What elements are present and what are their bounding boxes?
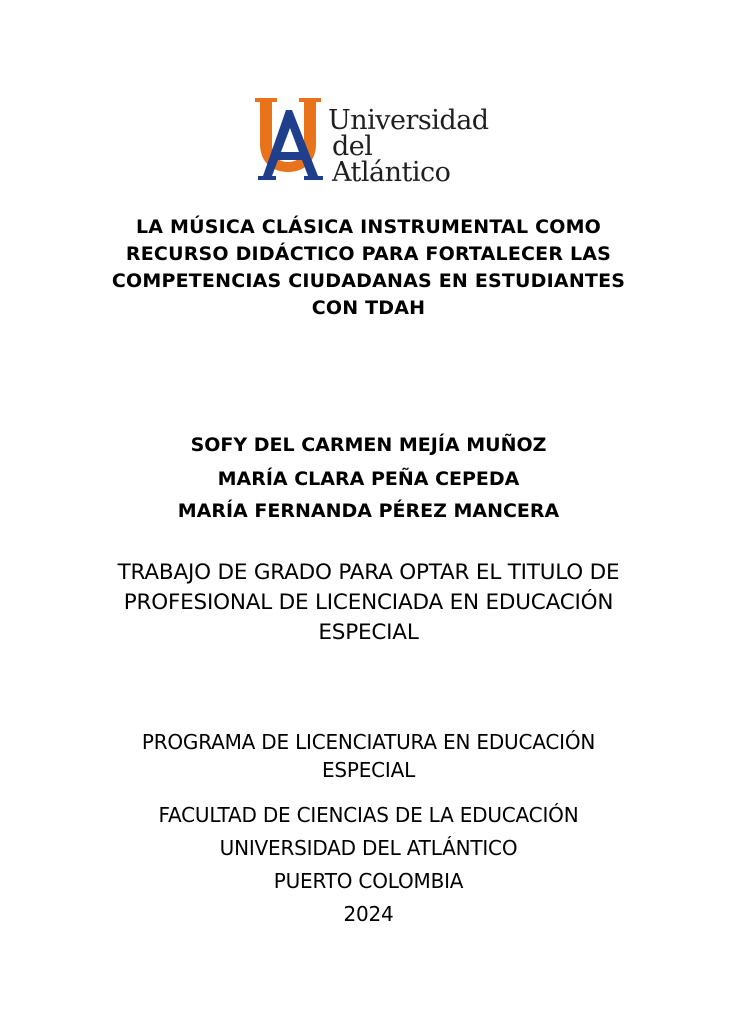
city-name: PUERTO COLOMBIA xyxy=(273,869,464,893)
degree-line: PROFESIONAL DE LICENCIADA EN EDUCACIÓN xyxy=(123,590,614,615)
degree-statement xyxy=(70,558,667,648)
title-line: LA MÚSICA CLÁSICA INSTRUMENTAL COMO xyxy=(135,216,602,238)
program-name xyxy=(90,728,647,784)
title-line: RECURSO DIDÁCTICO PARA FORTALECER LAS xyxy=(125,243,612,265)
thesis-title xyxy=(90,214,647,322)
degree-line: ESPECIAL xyxy=(318,620,419,645)
university-logo xyxy=(252,96,489,188)
program-line: PROGRAMA DE LICENCIATURA EN EDUCACIÓN xyxy=(141,730,596,754)
title-line: CON TDAH xyxy=(311,297,426,319)
authors-block xyxy=(90,429,647,527)
author-name: MARÍA FERNANDA PÉREZ MANCERA xyxy=(177,500,560,522)
title-line: COMPETENCIAS CIUDADANAS EN ESTUDIANTES xyxy=(111,270,626,292)
year: 2024 xyxy=(343,902,394,926)
logo-wordmark xyxy=(328,105,489,188)
author-name: SOFY DEL CARMEN MEJÍA MUÑOZ xyxy=(190,434,547,456)
degree-line: TRABAJO DE GRADO PARA OPTAR EL TITULO DE xyxy=(117,560,620,585)
faculty-name: FACULTAD DE CIENCIAS DE LA EDUCACIÓN xyxy=(158,803,579,827)
author-name: MARÍA CLARA PEÑA CEPEDA xyxy=(217,468,520,490)
university-name: UNIVERSIDAD DEL ATLÁNTICO xyxy=(219,836,518,860)
faculty-block xyxy=(90,799,647,931)
program-line: ESPECIAL xyxy=(321,758,416,782)
logo-line-universidad: Universidad xyxy=(328,105,489,136)
logo-line-del-atlantico: del Atlántico xyxy=(332,131,451,188)
ua-monogram-icon xyxy=(252,96,324,182)
